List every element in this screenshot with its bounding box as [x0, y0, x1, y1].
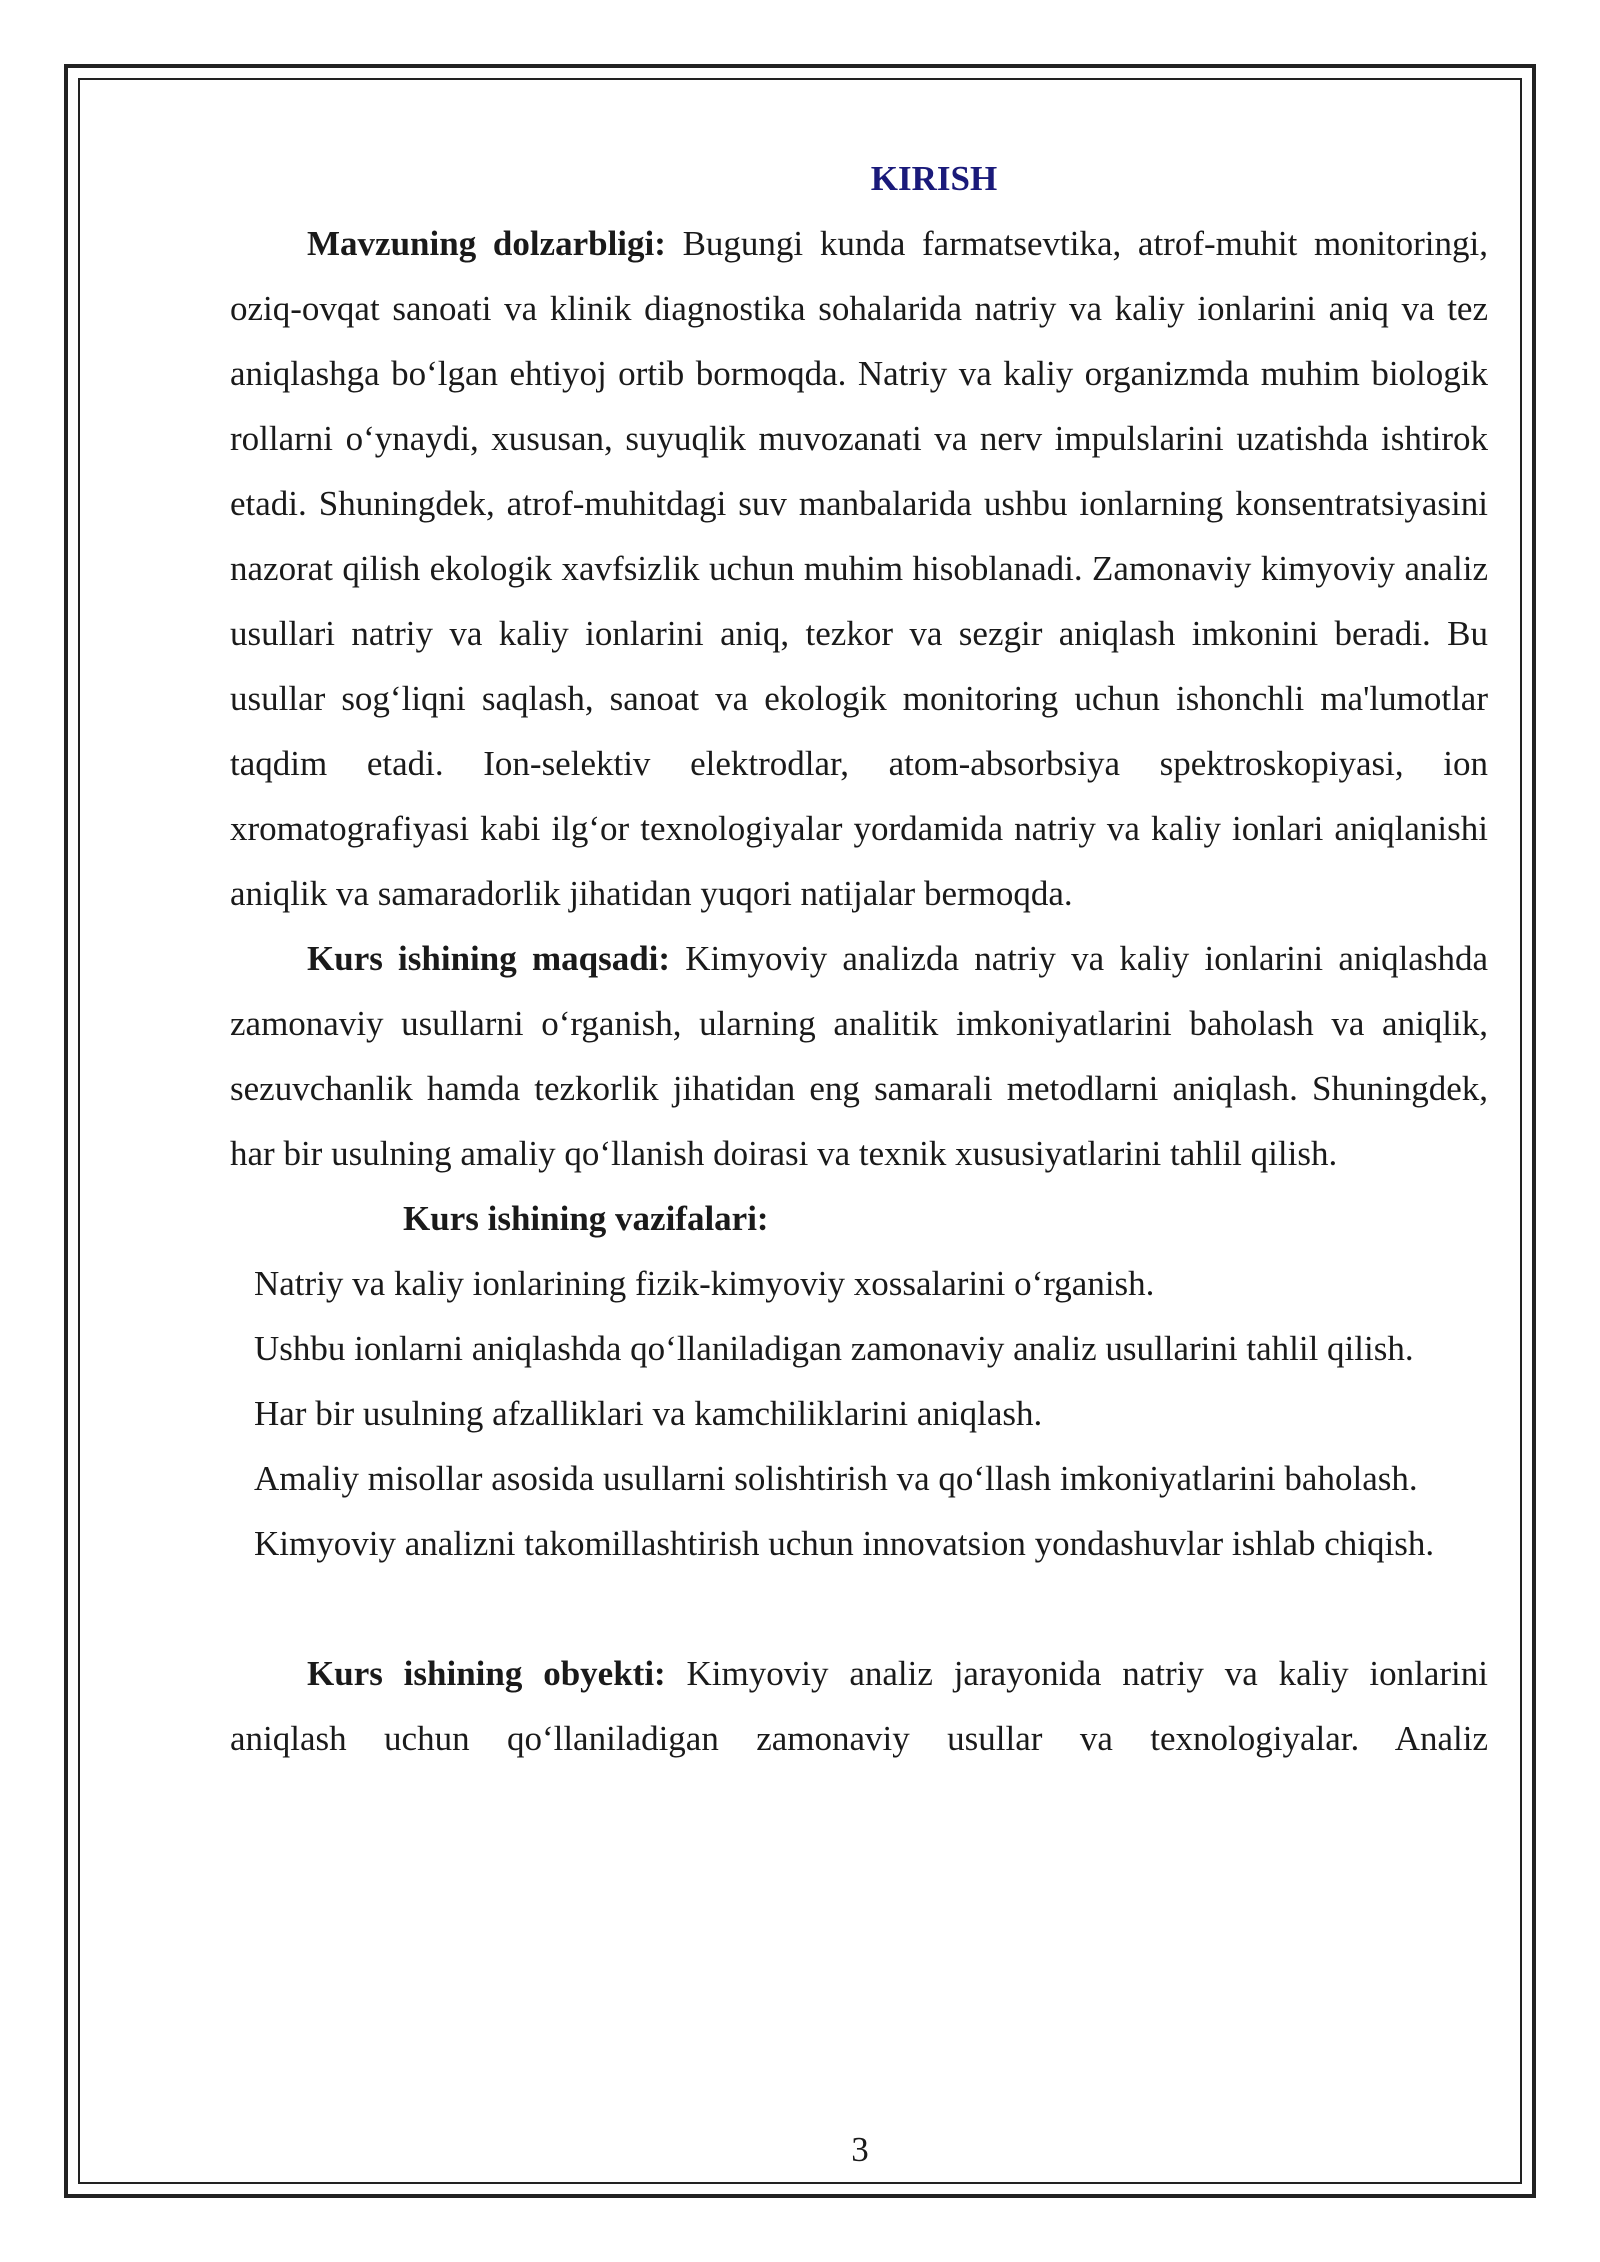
page-content [230, 146, 1488, 1771]
goal-text: Kimyoviy analizda natriy va kaliy ionlarini aniqlashda zamonaviy usullarni o‘rganish, ularning analitik imkoniyatlarini baholash va aniqlik, sezuvchanlik hamda tezkorlik jihatidan eng samarali metodlarni aniqlash. Shuningdek, har bir usulning amaliy qo‘llanish doirasi va texnik xususiyatlarini tahlil qilish. [230, 939, 1488, 1173]
object-paragraph [230, 1641, 1488, 1771]
task-item: Har bir usulning afzalliklari va kamchiliklarini aniqlash. [254, 1394, 1043, 1433]
task-item: Natriy va kaliy ionlarining fizik-kimyoviy xossalarini o‘rganish. [254, 1264, 1155, 1303]
page-number: 3 [851, 2130, 869, 2169]
relevance-text: Bugungi kunda farmatsevtika, atrof-muhit monitoringi, oziq-ovqat sanoati va klinik diagnostika sohalarida natriy va kaliy ionlarini aniq va tez aniqlashga bo‘lgan ehtiyoj ortib bormoqda. Natriy va kaliy organizmda muhim biologik rollarni o‘ynaydi, xususan, suyuqlik muvozanati va nerv impulslarini uzatishda ishtirok etadi. Shuningdek, atrof-muhitdagi suv manbalarida ushbu ionlarning konsentratsiyasini nazorat qilish ekologik xavfsizlik uchun muhim hisoblanadi. Zamonaviy kimyoviy analiz usullari natriy va kaliy ionlarini aniq, tezkor va sezgir aniqlash imkonini beradi. Bu usullar sog‘liqni saqlash, sanoat va ekologik monitoring uchun ishonchli ma'lumotlar taqdim etadi. Ion-selektiv elektrodlar, atom-absorbsiya spektroskopiyasi, ion xromatografiyasi kabi ilg‘or texnologiyalar yordamida natriy va kaliy ionlari aniqlanishi aniqlik va samaradorlik jihatidan yuqori natijalar bermoqda. [230, 224, 1488, 913]
blank-line [230, 1576, 1488, 1641]
object-text: Kimyoviy analiz jarayonida natriy va kaliy ionlarini aniqlash uchun qo‘llaniladigan zamonaviy usullar va texnologiyalar. Analiz [230, 1654, 1488, 1758]
task-item: Kimyoviy analizni takomillashtirish uchun innovatsion yondashuvlar ishlab chiqish. [254, 1524, 1435, 1563]
tasks-heading: Kurs ishining vazifalari: [403, 1199, 769, 1238]
object-lead: Kurs ishining obyekti: [307, 1654, 666, 1693]
relevance-paragraph [230, 211, 1488, 926]
goal-lead: Kurs ishining maqsadi: [307, 939, 671, 978]
relevance-lead: Mavzuning dolzarbligi: [307, 224, 666, 263]
task-item: Ushbu ionlarni aniqlashda qo‘llaniladigan zamonaviy analiz usullarini tahlil qilish. [254, 1329, 1414, 1368]
page-title: KIRISH [870, 159, 998, 198]
goal-paragraph [230, 926, 1488, 1186]
task-item: Amaliy misollar asosida usullarni solishtirish va qo‘llash imkoniyatlarini baholash. [254, 1459, 1418, 1498]
